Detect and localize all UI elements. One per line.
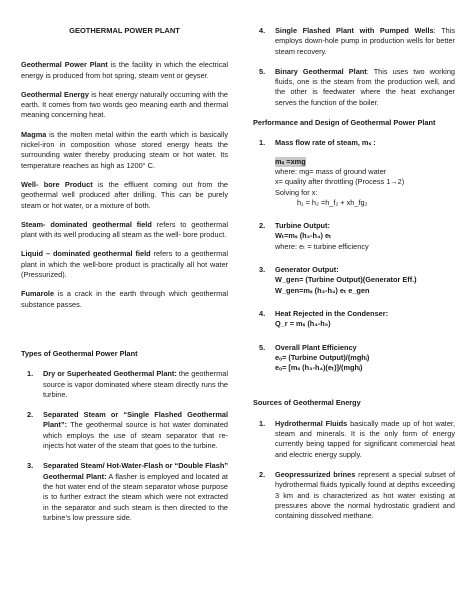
performance-item [253, 221, 455, 252]
item-text: : This employs down-hole pump in production wells for better steam recovery. [275, 26, 455, 56]
definition-paragraph [21, 249, 228, 280]
types-list-continued [253, 26, 455, 108]
definitions-list [21, 60, 228, 310]
item-term: Single Flashed Plant with Pumped Wells [275, 26, 434, 35]
definition-paragraph [21, 90, 228, 121]
definition-term: Liquid – dominated geothermal field [21, 249, 151, 259]
formula-line: x= quality after throttling (Process 1→2) [275, 177, 405, 187]
item-number: 5. [259, 342, 266, 352]
performance-item-heading: Mass flow rate of steam, mₛ : [275, 138, 376, 148]
formula-line: W_gen=mₛ (h₃-h₄) eₜ e_gen [275, 285, 370, 295]
item-term: Separated Steam or “Single Flashed Geothermal Plant”: [43, 410, 228, 430]
item-text: basically made up of hot water, steam and minerals. It is the only form of energy currently being tapped for significant commercial heat and electric energy supply. [275, 418, 455, 459]
formula-line: where: mg= mass of ground water [275, 166, 387, 176]
item-term: Geopressurized brines [275, 469, 356, 479]
left-column [21, 26, 228, 533]
item-number: 1. [259, 138, 266, 148]
spacer [275, 149, 455, 157]
sources-list [253, 419, 455, 522]
performance-heading: Performance and Design of Geothermal Power Plant [253, 118, 436, 128]
item-number: 4. [259, 308, 266, 318]
performance-item-heading: Overall Plant Efficiency [275, 342, 357, 352]
document-title: GEOTHERMAL POWER PLANT [69, 26, 180, 35]
item-term: Dry or Superheated Geothermal Plant: [43, 369, 177, 379]
definition-text: refers to a geothermal plant in which the well-bore product is practically all hot water (Pressurized). [21, 249, 228, 280]
definition-paragraph [21, 289, 228, 310]
item-text: represent a special subset of hydrothermal fluids typically found at depths exceeding 3 km and is characterized as hot water existing at pressures above the normal hydrostatic gradient and containing dissolved methane. [275, 469, 455, 521]
item-number: 5. [259, 66, 266, 76]
performance-list [253, 138, 455, 373]
source-item [253, 470, 455, 521]
item-number: 2. [259, 221, 266, 231]
definition-paragraph [21, 60, 228, 81]
definition-text: is a crack in the earth through which geothermal substance passes. [21, 289, 228, 309]
item-number: 4. [259, 26, 266, 35]
item-text: A flasher is employed and located at the hot water end of the steam separator whose purpose is to further extract the steam which were not extracted in the separator and such steam is then directed to the turbine’s low pressure side. [43, 471, 228, 522]
item-number: 3. [259, 265, 266, 275]
formula-line: W_gen= (Turbine Output)(Generator Eff.) [275, 275, 417, 285]
definition-term: Steam- dominated geothermal field [21, 219, 152, 229]
source-item [253, 419, 455, 460]
formula-line: eₒ= (Turbine Output)/(mghᵢ) [275, 352, 370, 362]
formula-line: eₒ= [mₛ (h₃-h₄)(eₜ)]/(mghᵢ) [275, 363, 363, 373]
definition-text: refers to geothermal plant with its well producing all steam as the well- bore product. [21, 219, 228, 240]
formula-line: Q_r = mₛ (h₄-h₅) [275, 319, 331, 329]
types-list [21, 369, 228, 523]
item-term: Hydrothermal Fluids [275, 418, 348, 428]
formula-line: Solving for x: [275, 187, 318, 197]
item-number: 2. [27, 410, 34, 420]
item-text: the geothermal source is vapor dominated where steam directly runs the turbine. [43, 369, 228, 399]
definition-paragraph [21, 130, 228, 171]
performance-item [253, 138, 455, 208]
sources-heading: Sources of Geothermal Energy [253, 398, 361, 408]
definition-text: is the facility in which the electrical energy is produced from hot spring, steam vent or geyser. [21, 60, 228, 80]
definition-term: Geothermal Energy [21, 89, 89, 99]
definition-paragraph [21, 180, 228, 211]
item-text: : This uses two working fluids, one is the steam from the production well, and the other is feedwater where the heat exchanger serves the function of the boiler. [275, 66, 455, 107]
type-item [253, 67, 455, 108]
type-item [21, 461, 228, 523]
definition-text: is heat energy naturally occurring with the earth. It comes from two words geo meaning earth and thermal meaning concerning heat. [21, 89, 228, 120]
item-number: 3. [27, 461, 34, 471]
definition-paragraph [21, 220, 228, 241]
type-item [253, 26, 455, 57]
definition-term: Fumarole [21, 289, 55, 299]
item-number: 2. [259, 469, 266, 479]
performance-item [253, 309, 455, 330]
item-number: 1. [27, 369, 34, 379]
type-item [21, 410, 228, 451]
formula-line: where: eₜ = turbine efficiency [275, 241, 369, 251]
item-term: Separated Steam/ Hot-Water-Flash or “Double Flash” Geothermal Plant: [43, 461, 228, 481]
definition-text: is the effluent coming out from the geothermal well produced after drilling. This can be purely steam or hot water, or a mixture of both. [21, 179, 229, 210]
right-column [253, 26, 455, 531]
performance-item-heading: Heat Rejected in the Condenser: [275, 308, 389, 318]
item-number: 1. [259, 418, 266, 428]
formula-line: Wₜ=mₛ (h₃-h₄) eₜ [275, 231, 332, 241]
definition-term: Well- bore Product [21, 179, 93, 189]
performance-item-heading: Generator Output: [275, 265, 339, 275]
formula-line: h₁ = h₂ =h_f₂ + xh_fg₂ [297, 197, 368, 207]
formula-line: mₛ =xmg [275, 156, 306, 166]
item-text: The geothermal source is hot water dominated which employs the use of steam separator that re- injects hot water of the steam that goes to the turbine. [43, 420, 228, 451]
performance-item [253, 343, 455, 374]
definition-term: Magma [21, 129, 47, 139]
types-heading: Types of Geothermal Power Plant [21, 348, 138, 358]
type-item [21, 369, 228, 400]
definition-text: is the molten metal within the earth which is basically nickel-iron in composition whose stored energy heats the surrounding water thereby producing steam or hot water. Its temperature reaches as high as 1200° C. [21, 129, 228, 170]
performance-item-heading: Turbine Output: [275, 221, 330, 231]
definition-term: Geothermal Power Plant [21, 60, 108, 70]
item-term: Binary Geothermal Plant [275, 66, 367, 76]
performance-item [253, 265, 455, 296]
